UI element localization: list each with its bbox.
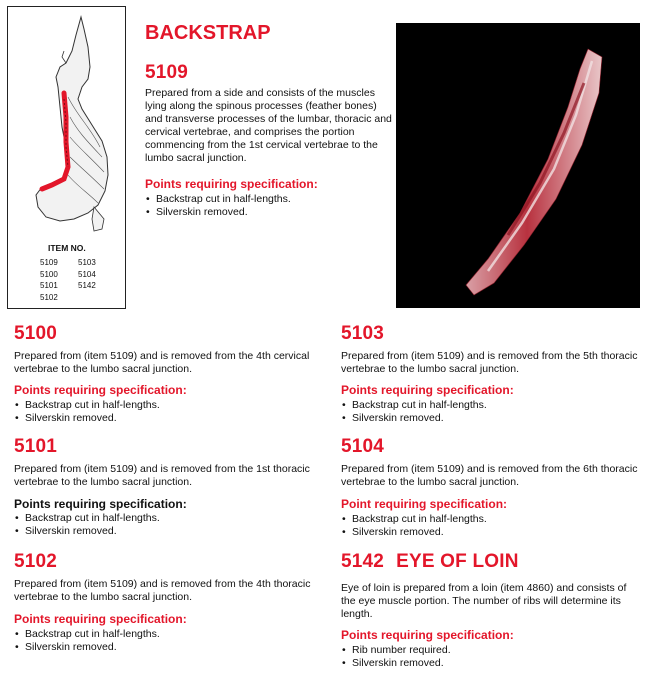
item-code: 5101 bbox=[14, 436, 58, 457]
list-item: • Silverskin removed. bbox=[14, 641, 160, 654]
list-item: • Silverskin removed. bbox=[341, 412, 487, 425]
backstrap-highlight bbox=[42, 93, 68, 189]
page-title: BACKSTRAP bbox=[145, 22, 271, 44]
list-item: • Backstrap cut in half-lengths. bbox=[14, 399, 160, 412]
item-number: 5103 bbox=[78, 258, 96, 267]
item-description: Prepared from a side and consists of the muscles lying along the spinous processes (feather bones) and transverse processes of the lumbar, thoracic and cervical vertebrae, and comprises the portion commencing from the 1st cervical vertebrae to the lumbo sacral junction. bbox=[145, 87, 392, 164]
points-heading: Points requiring specification: bbox=[145, 177, 318, 191]
points-list bbox=[145, 193, 291, 219]
points-list bbox=[14, 399, 160, 425]
list-item: • Backstrap cut in half-lengths. bbox=[341, 399, 487, 412]
item-number: 5104 bbox=[78, 269, 96, 279]
item-code: 5103 bbox=[341, 323, 385, 344]
item-code: 5100 bbox=[14, 323, 58, 344]
item-no-label: ITEM NO. bbox=[48, 243, 86, 253]
points-heading: Points requiring specification: bbox=[341, 383, 514, 397]
item-code: 5104 bbox=[341, 436, 385, 457]
item-number: 5102 bbox=[40, 292, 58, 302]
item-description: Prepared from (item 5109) and is removed from the 1st thoracic vertebrae to the lumbo sacral junction. bbox=[14, 463, 310, 488]
item-description: Prepared from (item 5109) and is removed from the 6th thoracic vertebrae to the lumbo sacral junction. bbox=[341, 463, 638, 488]
item-code: 5109 bbox=[145, 62, 189, 83]
points-heading: Points requiring specification: bbox=[341, 628, 514, 642]
list-item: • Backstrap cut in half-lengths. bbox=[145, 193, 291, 206]
list-item: • Silverskin removed. bbox=[14, 412, 160, 425]
points-list bbox=[14, 628, 160, 654]
points-heading: Points requiring specification: bbox=[14, 612, 187, 626]
points-list bbox=[341, 644, 451, 670]
item-number: 5142 bbox=[78, 281, 96, 290]
item-code: 5102 bbox=[14, 551, 58, 572]
list-item: • Rib number required. bbox=[341, 644, 451, 657]
list-item: • Silverskin removed. bbox=[145, 206, 291, 219]
list-item: • Backstrap cut in half-lengths. bbox=[14, 628, 160, 641]
points-list bbox=[14, 512, 160, 538]
list-item: • Backstrap cut in half-lengths. bbox=[341, 513, 487, 526]
item-description: Prepared from (item 5109) and is removed from the 4th cervical vertebrae to the lumbo sacral junction. bbox=[14, 350, 310, 375]
points-heading: Points requiring specification: bbox=[14, 383, 187, 397]
points-list bbox=[341, 513, 487, 539]
item-description: Prepared from (item 5109) and is removed from the 4th thoracic vertebrae to the lumbo sacral junction. bbox=[14, 578, 311, 603]
backstrap-photo bbox=[396, 23, 640, 308]
points-heading: Point requiring specification: bbox=[341, 497, 508, 511]
item-description: Prepared from (item 5109) and is removed from the 5th thoracic vertebrae to the lumbo sacral junction. bbox=[341, 350, 638, 375]
points-list bbox=[341, 399, 487, 425]
carcass-outline-image bbox=[8, 7, 125, 237]
item-number: 5100 bbox=[40, 269, 58, 279]
list-item: • Silverskin removed. bbox=[14, 525, 160, 538]
item-description: Eye of loin is prepared from a loin (item 4860) and consists of the eye muscle portion. The number of ribs will determine its length. bbox=[341, 582, 627, 620]
list-item: • Silverskin removed. bbox=[341, 657, 451, 670]
list-item: • Silverskin removed. bbox=[341, 526, 487, 539]
item-code bbox=[341, 551, 519, 573]
item-number: 5109 bbox=[40, 258, 58, 267]
points-heading: Points requiring specification: bbox=[14, 497, 187, 511]
list-item: • Backstrap cut in half-lengths. bbox=[14, 512, 160, 525]
item-number: 5101 bbox=[40, 281, 58, 290]
item-title: EYE OF LOIN bbox=[396, 551, 519, 572]
carcass-diagram bbox=[7, 6, 126, 309]
item-code-number: 5142 bbox=[341, 551, 385, 572]
